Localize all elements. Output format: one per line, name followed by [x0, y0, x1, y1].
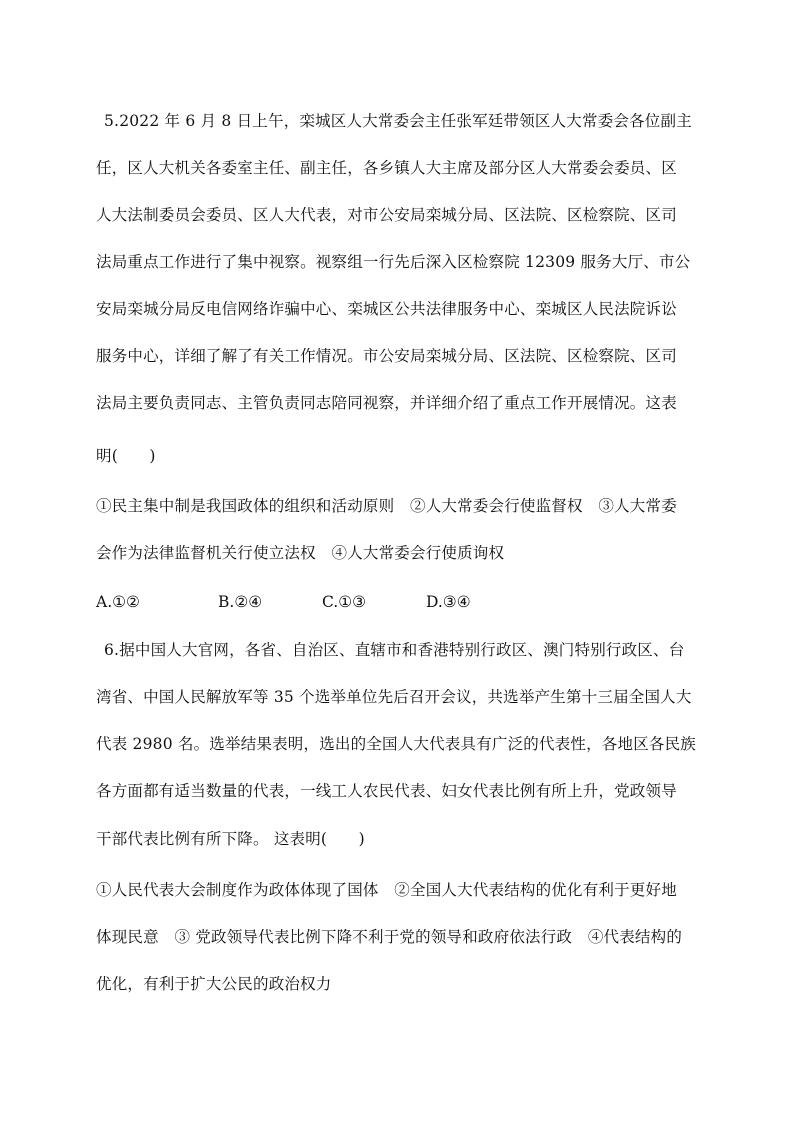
q5-stem-line-8: 明( ): [96, 447, 156, 465]
q5-statement-line-2: 会作为法律监督机关行使立法权 ④人大常委会行使质询权: [96, 544, 505, 562]
q5-choice-d: D.③④: [426, 593, 471, 611]
q6-statement-line-3: 优化，有利于扩大公民的政治权力: [96, 975, 332, 993]
q5-stem-line-5: 安局栾城分局反电信网络诈骗中心、栾城区公共法律服务中心、栾城区人民法院诉讼: [96, 300, 677, 318]
q6-stem-line-4: 各方面都有适当数量的代表，一线工人农民代表、妇女代表比例有所上升，党政领导: [96, 782, 677, 800]
q5-stem-line-6: 服务中心，详细了解了有关工作情况。市公安局栾城分局、区法院、区检察院、区司: [96, 347, 677, 365]
q6-stem-line-3: 代表 2980 名。选举结果表明，选出的全国人大代表具有广泛的代表性，各地区各民族: [96, 735, 697, 753]
q5-choice-c: C.①③: [322, 593, 367, 611]
q5-choice-a: A.①②: [96, 593, 140, 611]
q5-stem-line-4: 法局重点工作进行了集中视察。视察组一行先后深入区检察院 12309 服务大厅、市公: [96, 253, 691, 271]
q5-choice-b: B.②④: [218, 593, 263, 611]
q6-statement-line-2: 体现民意 ③ 党政领导代表比例下降不利于党的领导和政府依法行政 ④代表结构的: [96, 928, 683, 946]
q5-stem-line-7: 法局主要负责同志、主管负责同志陪同视察，并详细介绍了重点工作开展情况。这表: [96, 394, 677, 412]
q5-statement-line-1: ①民主集中制是我国政体的组织和活动原则 ②人大常委会行使监督权 ③人大常委: [96, 497, 677, 515]
q5-stem-line-3: 人大法制委员会委员、区人大代表，对市公安局栾城分局、区法院、区检察院、区司: [96, 206, 677, 224]
q6-stem-line-5: 干部代表比例有所下降。 这表明( ): [96, 830, 365, 848]
q6-stem-line-1: 6.据中国人大官网，各省、自治区、直辖市和香港特别行政区、澳门特别行政区、台: [104, 641, 685, 659]
q6-stem-line-2: 湾省、中国人民解放军等 35 个选举单位先后召开会议，共选举产生第十三届全国人大: [96, 688, 692, 706]
q5-stem-line-2: 任，区人大机关各委室主任、副主任，各乡镇人大主席及部分区人大常委会委员、区: [96, 159, 677, 177]
q5-stem-line-1: 5.2022 年 6 月 8 日上午，栾城区人大常委会主任张军廷带领区人大常委会各位副主: [104, 112, 692, 130]
q6-statement-line-1: ①人民代表大会制度作为政体体现了国体 ②全国人大代表结构的优化有利于更好地: [96, 881, 677, 899]
